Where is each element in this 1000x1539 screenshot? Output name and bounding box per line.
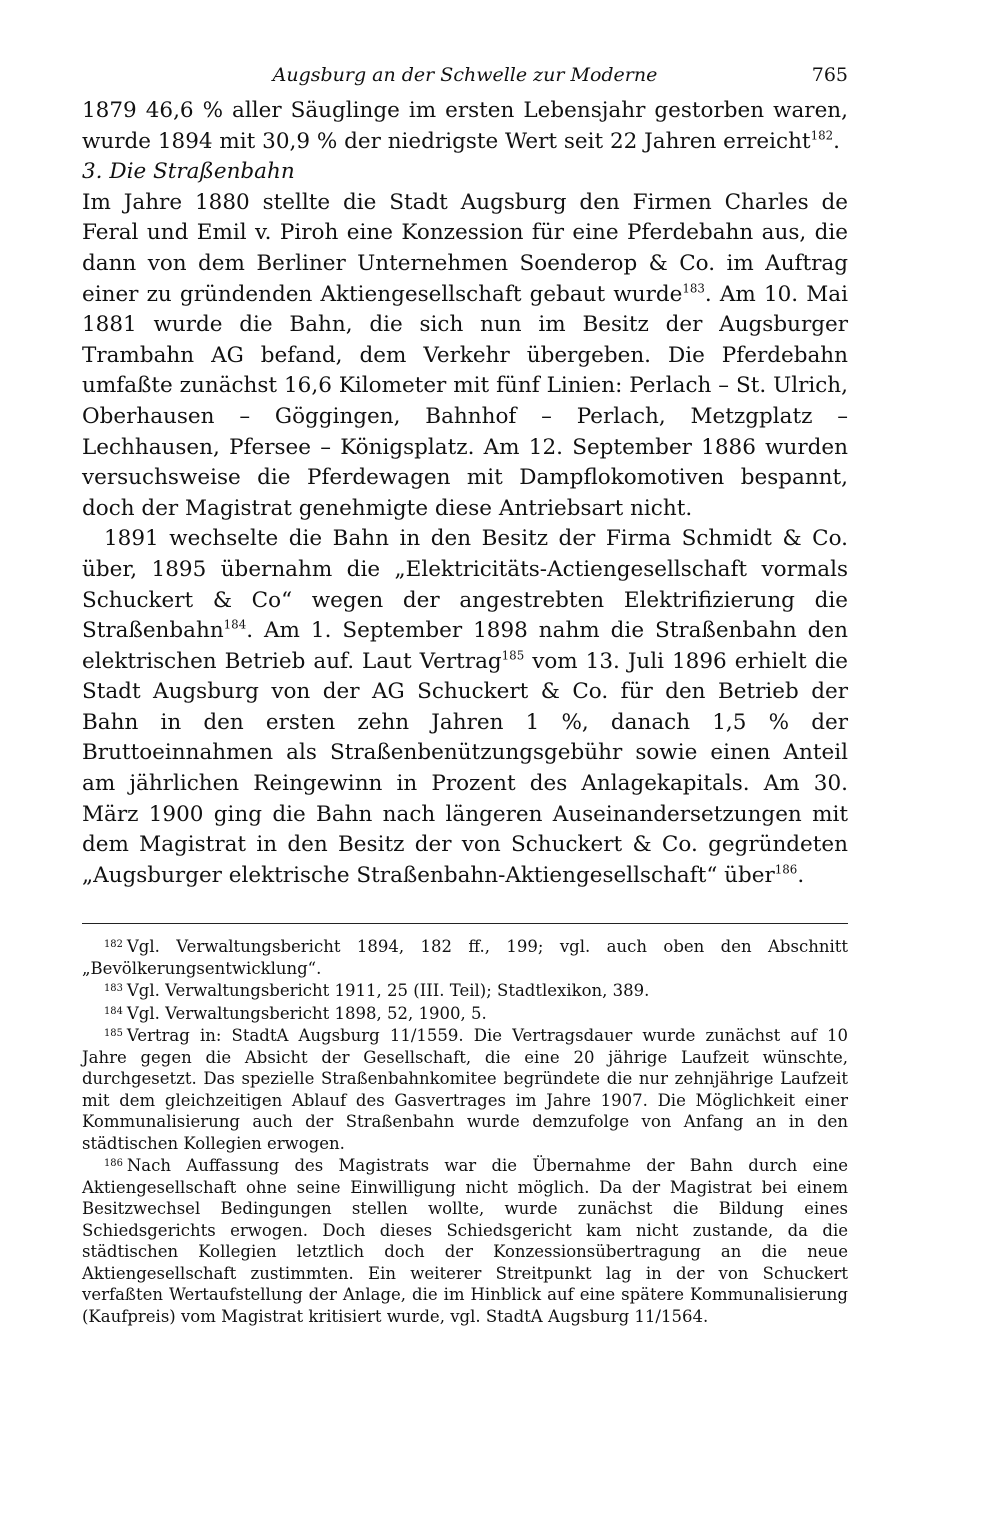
footnote-184: [82, 1003, 848, 1025]
footnote-text: Nach Auffassung des Magistrats war die Übernahme der Bahn durch eine Aktiengesellschaft ohne seine Einwilligung nicht möglich. Da der Magistrat bei einem Besitzwechsel Bedingungen stellen wollte, wurde zunächst die Bildung eines Schiedsgerichts erwogen. Doch dieses Schiedsgericht kam nicht zustande, da die städtischen Kollegien letztlich doch der Konzessionsübertragung an die neue Aktiengesellschaft zustimmten. Ein weiterer Streitpunkt lag in der von Schuckert verfaßten Wertaufstellung der Anlage, die im Hinblick auf eine spätere Kommunalisierung (Kaufpreis) vom Magistrat kritisiert wurde, vgl. StadtA Augsburg 11/1564.: [82, 1156, 848, 1326]
footnote-mark: 185: [104, 1028, 123, 1039]
paragraph-text: vom 13. Juli 1896 erhielt die Stadt Augsburg von der AG Schuckert & Co. für den Betrieb der Bahn in den ersten zehn Jahren 1 %, danach 1,5 % der Bruttoeinnahmen als Straßenbenützungsgebühr sowie einen Anteil am jährlichen Reingewinn in Prozent des Anlagekapitals. Am 30. März 1900 ging die Bahn nach längeren Auseinandersetzungen mit dem Magistrat in den Besitz der von Schuckert & Co. gegründeten „Augsburger elektrische Straßenbahn-Aktiengesellschaft“ über: [82, 648, 848, 888]
paragraph-text: Im Jahre 1880 stellte die Stadt Augsburg den Firmen Charles de Feral und Emil v. Piroh eine Konzession für eine Pferdebahn aus, die dann von dem Berliner Unternehmen Soenderop & Co. im Auftrag einer zu gründenden Aktiengesellschaft gebaut wurde: [82, 189, 848, 307]
paragraph-text: . Am 10. Mai 1881 wurde die Bahn, die sich nun im Besitz der Augsburger Trambahn AG befand, dem Verkehr übergeben. Die Pferdebahn umfaßte zunächst 16,6 Kilometer mit fünf Linien: Perlach – St. Ulrich, Oberhausen – Göggingen, Bahnhof – Perlach, Metzgplatz – Lechhausen, Pfersee – Königsplatz. Am 12. September 1886 wurden versuchsweise die Pferdewagen mit Dampflokomotiven bespannt, doch der Magistrat genehmigte diese Antriebsart nicht.: [82, 281, 848, 521]
paragraph-2: [82, 524, 848, 891]
paragraph-text: . Am 1. September 1898 nahm die Straßenbahn den elektrischen Betrieb auf. Laut Vertrag: [82, 618, 848, 674]
footnote-ref: 185: [501, 648, 525, 663]
footnote-text: Vgl. Verwaltungsbericht 1898, 52, 1900, 5.: [126, 1003, 487, 1023]
footnote-mark: 183: [104, 983, 123, 994]
paragraph-text: 1891 wechselte die Bahn in den Besitz der Firma Schmidt & Co. über, 1895 übernahm die „Elektricitäts-Actiengesellschaft vormals Schuckert & Co“ wegen der angestrebten Elektrifizierung die Straßenbahn: [82, 526, 848, 644]
main-text: [82, 96, 848, 891]
paragraph-text: .: [797, 862, 805, 888]
footnote-ref: 186: [774, 862, 798, 877]
footnote-183: [82, 980, 848, 1002]
footnotes: [82, 936, 848, 1327]
footnote-mark: 184: [104, 1005, 123, 1017]
footnote-text: Vertrag in: StadtA Augsburg 11/1559. Die Vertragsdauer wurde zunächst auf 10 Jahre gegen die Absicht der Gesellschaft, die eine 20 jährige Laufzeit wünschte, durchgesetzt. Das spezielle Straßenbahnkomitee begründete die nur zehnjährige Laufzeit mit dem gleichzeitigen Ablauf des Gasvertrages im Jahre 1907. Die Möglichkeit einer Kommunalisierung auch der Straßenbahn wurde demzufolge von Anfang an in den städtischen Kollegien erwogen.: [82, 1026, 848, 1153]
footnote-186: [82, 1155, 848, 1327]
paragraph-1: [82, 188, 848, 525]
footnote-mark: 186: [104, 1158, 123, 1169]
page-number: 765: [811, 64, 848, 86]
footnote-mark: 182: [104, 939, 123, 950]
footnote-ref: 182: [810, 128, 834, 143]
intro-text: 1879 46,6 % aller Säuglinge im ersten Lebensjahr gestorben waren, wurde 1894 mit 30,9 % der niedrigste Wert seit 22 Jahren erreicht: [82, 98, 848, 154]
footnote-185: [82, 1025, 848, 1154]
page-header: [82, 64, 848, 96]
footnote-182: [82, 936, 848, 979]
section-heading: 3. Die Straßenbahn: [82, 159, 295, 185]
footnote-ref: 183: [682, 281, 705, 296]
footnote-text: Vgl. Verwaltungsbericht 1911, 25 (III. Teil); Stadtlexikon, 389.: [126, 981, 650, 1001]
running-title: Augsburg an der Schwelle zur Moderne: [272, 64, 658, 86]
footnote-ref: 184: [223, 617, 247, 632]
footnote-text: Vgl. Verwaltungsbericht 1894, 182 ff., 199; vgl. auch oben den Abschnitt „Bevölkerungsentwicklung“.: [82, 937, 848, 978]
footnote-divider: [82, 923, 848, 924]
intro-paragraph: [82, 96, 848, 157]
intro-tail: .: [833, 128, 840, 154]
book-page: [82, 64, 848, 1328]
